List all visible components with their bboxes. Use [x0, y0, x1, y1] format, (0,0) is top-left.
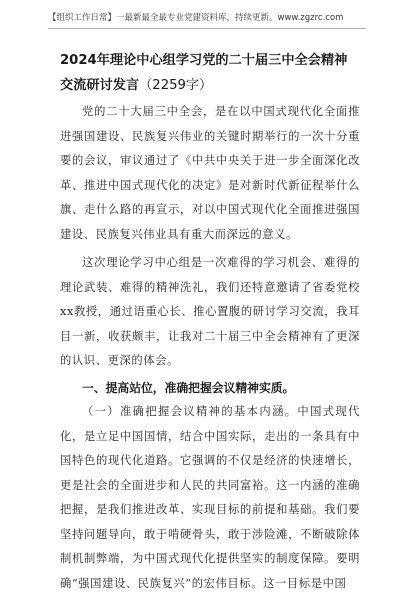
title-text: 2024年理论中心组学习党的二十届三中全会精神交流研讨发言 [60, 53, 348, 93]
word-count: （2259字） [139, 78, 213, 93]
section-heading: 一、提高站位，准确把握会议精神实质。 [82, 380, 295, 395]
paragraph-study-session: 这次理论学习中心组是一次难得的学习机会、难得的理论武装、难得的精神洗礼，我们还特意邀请了省委党校xx教授，通过语重心长、推心置腹的研讨学习交流，我耳目一新，收获颇丰，让我对二十届三中全会精神有了更深的认识、更深的体会。 [60, 256, 360, 367]
paragraph-intro: 党的二十大届三中全会，是在以中国式现代化全面推进强国建设、民族复兴伟业的关键时期举行的一次十分重要的会议，审议通过了《中共中央关于进一步全面深化改革、推进中国式现代化的决定》是对新时代新征程举什么旗、走什么路的再宣示，对以中国式现代化全面推进强国建设、民族复兴伟业具有重大而深远的意义。 [60, 105, 360, 241]
document-title [60, 48, 360, 98]
header-banner: 【组织工作日常】一最新最全最专业党建资料库，持续更新。www.zgzrc.com [48, 13, 344, 23]
section-paragraph: （一）准确把握会议精神的基本内涵。中国式现代化，是立足中国国情，结合中国实际，走出的一条具有中国特色的现代化道路。它强调的不仅是经济的快速增长，更是社会的全面进步和人民的共同富裕。这一内涵的准确把握，是我们推进改革、实现目标的前提和基础。我们要坚持问题导向，敢于啃硬骨头，敢于涉险滩，不断破除体制机制弊端，为中国式现代化提供坚实的制度保障。要明确“强国建设、民族复兴”的宏伟目标。这一目标是中国 [60, 405, 360, 590]
header-divider [48, 28, 366, 29]
document-body [60, 100, 360, 596]
